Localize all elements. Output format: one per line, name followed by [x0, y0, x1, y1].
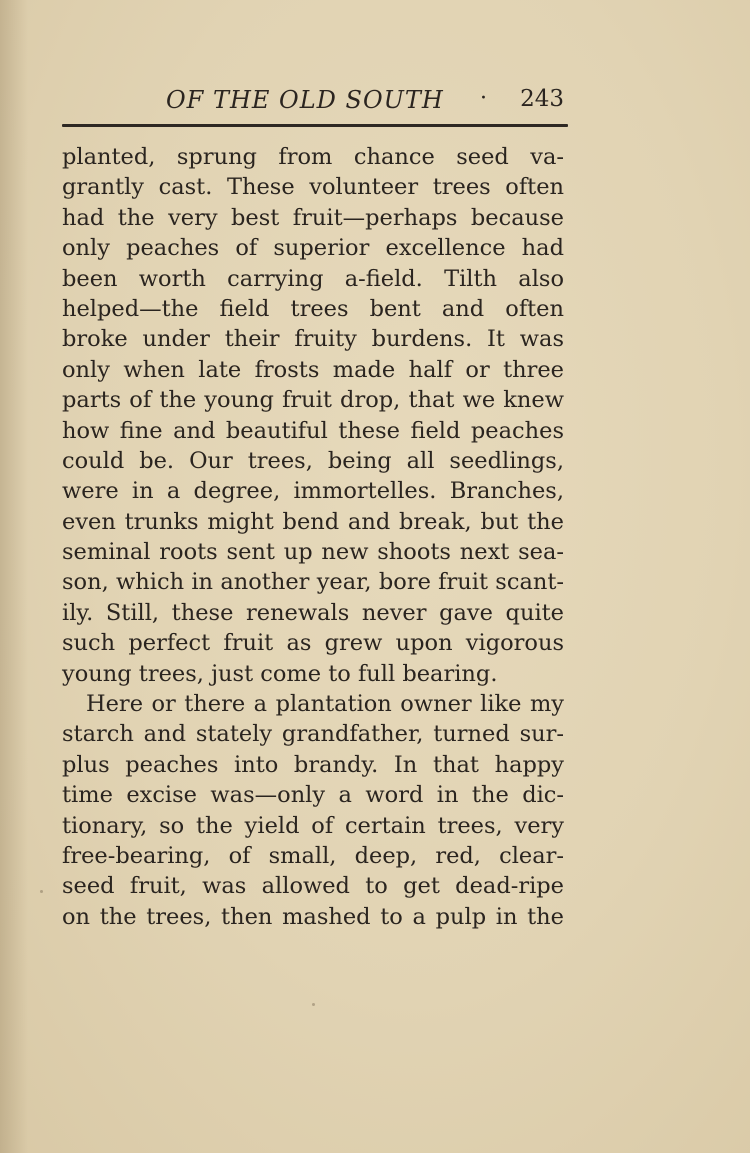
paper-speck [312, 1003, 315, 1006]
text-line: such perfect fruit as grew upon vigorous [62, 630, 564, 657]
text-line: only when late frosts made half or three [62, 356, 564, 383]
text-line: time excise was—only a word in the dic- [62, 782, 564, 809]
running-title: OF THE OLD SOUTH [166, 86, 444, 114]
page-number: 243 [520, 86, 564, 112]
text-line: even trunks might bend and break, but the [62, 508, 564, 535]
text-line: planted, sprung from chance seed va- [62, 144, 564, 170]
text-line: how fine and beautiful these field peaches [62, 417, 564, 444]
text-line: seed fruit, was allowed to get dead-ripe [62, 873, 564, 900]
text-line: helped—the field trees bent and often [62, 295, 564, 322]
text-line: ily. Still, these renewals never gave quite [62, 599, 564, 626]
text-line: broke under their fruity burdens. It was [62, 326, 564, 353]
text-line: had the very best fruit—perhaps because [62, 204, 564, 231]
text-line: young trees, just come to full bearing. [62, 660, 498, 687]
text-line: on the trees, then mashed to a pulp in the [62, 903, 564, 930]
text-line: been worth carrying a-field. Tilth also [62, 265, 564, 292]
text-line: were in a degree, immortelles. Branches, [62, 478, 564, 505]
text-line: grantly cast. These volunteer trees often [62, 174, 564, 201]
text-line: plus peaches into brandy. In that happy [62, 751, 564, 778]
header-rule [62, 124, 568, 127]
body-text [62, 142, 564, 932]
spine-shadow [0, 0, 28, 1153]
text-line: only peaches of superior excellence had [62, 235, 564, 262]
text-line: parts of the young fruit drop, that we knew [62, 387, 564, 414]
header-separator: · [480, 86, 487, 111]
text-line: Here or there a plantation owner like my [86, 691, 564, 718]
text-line: seminal roots sent up new shoots next sea- [62, 539, 564, 566]
page-header [62, 86, 566, 120]
text-line: free-bearing, of small, deep, red, clear- [62, 842, 564, 869]
text-line: starch and stately grandfather, turned sur- [62, 721, 564, 748]
text-line: tionary, so the yield of certain trees, very [62, 812, 564, 839]
paper-speck [40, 890, 43, 893]
text-line: could be. Our trees, being all seedlings, [62, 447, 564, 474]
text-line: son, which in another year, bore fruit scant- [62, 569, 564, 596]
